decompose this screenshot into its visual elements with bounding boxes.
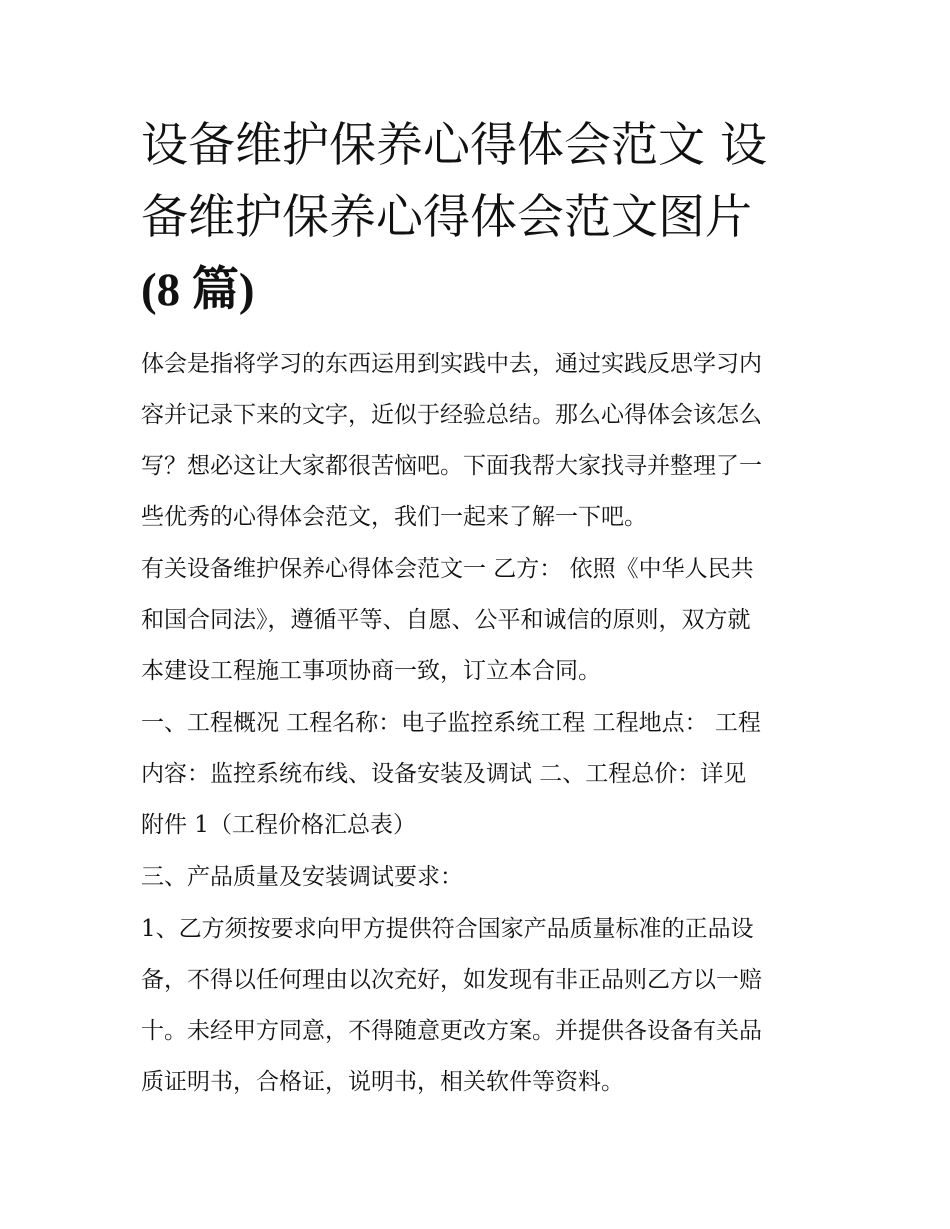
text-line: 有关设备维护保养心得体会范文一 乙方： 依照《中华人民共 bbox=[141, 556, 754, 582]
title-line: 备维护保养心得体会范文图片 bbox=[141, 190, 752, 245]
requirement-paragraph bbox=[141, 904, 813, 1108]
title-line: 设备维护保养心得体会范文 设 bbox=[141, 118, 767, 173]
text-line: 1、乙方须按要求向甲方提供符合国家产品质量标准的正品设 bbox=[141, 916, 754, 942]
text-line: 备，不得以任何理由以次充好，如发现有非正品则乙方以一赔 bbox=[141, 967, 762, 993]
text-line: 内容：监控系统布线、设备安装及调试 二、工程总价：详见 bbox=[141, 761, 747, 787]
document-title bbox=[141, 110, 813, 326]
text-line: 本建设工程施工事项协商一致，订立本合同。 bbox=[141, 658, 601, 684]
title-line: (8 篇) bbox=[141, 264, 255, 316]
document-body bbox=[141, 339, 813, 1108]
section-heading-paragraph bbox=[141, 852, 813, 903]
text-line: 一、工程概况 工程名称：电子监控系统工程 工程地点： 工程 bbox=[141, 710, 761, 736]
text-line: 三、产品质量及安装调试要求： bbox=[141, 864, 463, 890]
text-line: 和国合同法》，遵循平等、自愿、公平和诚信的原则，双方就 bbox=[141, 607, 751, 633]
text-line: 些优秀的心得体会范文，我们一起来了解一下吧。 bbox=[141, 504, 647, 530]
text-line: 体会是指将学习的东西运用到实践中去，通过实践反思学习内 bbox=[141, 351, 762, 377]
project-overview-paragraph bbox=[141, 698, 813, 851]
text-line: 容并记录下来的文字，近似于经验总结。那么心得体会该怎么 bbox=[141, 402, 762, 428]
text-line: 写？想必这让大家都很苦恼吧。下面我帮大家找寻并整理了一 bbox=[141, 453, 762, 479]
text-line: 十。未经甲方同意，不得随意更改方案。并提供各设备有关品 bbox=[141, 1018, 762, 1044]
text-line: 附件 1（工程价格汇总表） bbox=[141, 812, 416, 838]
document-content bbox=[141, 110, 813, 1109]
text-line: 质证明书，合格证，说明书，相关软件等资料。 bbox=[141, 1069, 624, 1095]
intro-paragraph bbox=[141, 339, 813, 543]
contract-intro-paragraph bbox=[141, 544, 813, 697]
